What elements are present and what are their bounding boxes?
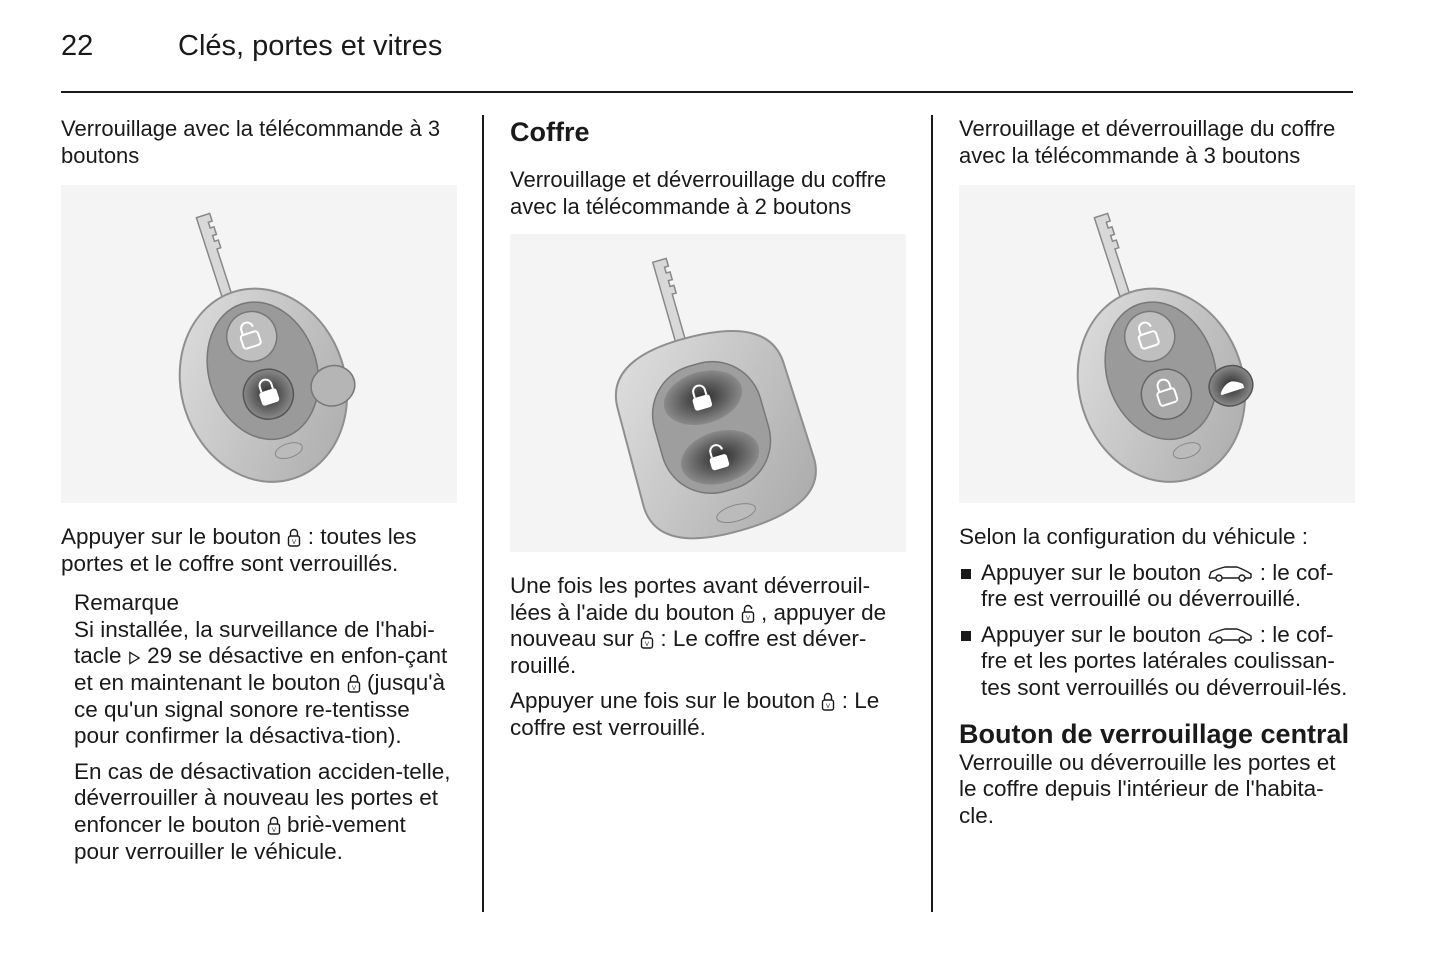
section-subheading: Verrouillage avec la télécommande à 3 boutons <box>61 116 441 168</box>
list-item <box>959 622 1355 702</box>
paragraph-text: Une fois les portes avant déverrouil-lées à l'aide du bouton <box>510 573 871 625</box>
list-item <box>959 560 1355 613</box>
paragraph-text: : Le coffre est verrouillé. <box>510 688 880 740</box>
list-item-text: : le cof-fre et les portes latérales coulissan-tes sont verrouillés ou déverrouil-lés. <box>981 621 1348 700</box>
column-left <box>61 116 457 865</box>
list-item-text: Appuyer sur le bouton <box>981 559 1202 585</box>
car-trunk-icon <box>1207 563 1253 583</box>
page-number: 22 <box>61 30 94 62</box>
column-divider <box>482 115 484 912</box>
column-right <box>959 116 1355 829</box>
bullet-square-icon <box>961 569 971 579</box>
bullet-list <box>959 560 1355 702</box>
note-text: (jusqu'à ce qu'un signal sonore re-tentisse pour confirmer la désactiva-tion). <box>74 669 446 749</box>
section-subheading: Verrouillage et déverrouillage du coffre avec la télécommande à 3 boutons <box>959 116 1336 168</box>
column-middle <box>510 116 906 742</box>
paragraph-text: Appuyer une fois sur le bouton <box>510 688 816 714</box>
paragraph <box>510 573 906 679</box>
car-trunk-icon <box>1207 625 1253 645</box>
key-fob-3-buttons-figure <box>61 185 457 503</box>
note-text: briè-vement pour verrouiller le véhicule. <box>74 811 406 864</box>
reference-arrow-icon <box>128 650 141 666</box>
key-fob-3-buttons-figure <box>959 185 1355 503</box>
note-box <box>61 590 457 865</box>
lock-icon <box>821 691 835 711</box>
key-fob-3-buttons-icon <box>959 185 1355 503</box>
note-text: Si installée, la surveillance de l'habi-tacle <box>74 616 435 669</box>
section-heading: Bouton de verrouillage central <box>959 718 1350 749</box>
paragraph <box>510 688 906 741</box>
unlock-icon <box>640 629 654 649</box>
bullet-square-icon <box>961 631 971 641</box>
paragraph: Selon la configuration du véhicule : <box>959 524 1308 549</box>
note-paragraph <box>74 617 457 750</box>
lock-icon <box>287 527 301 547</box>
page-reference[interactable]: 29 <box>147 643 173 669</box>
key-fob-2-buttons-icon <box>510 234 906 552</box>
paragraph-text: Appuyer sur le bouton <box>61 524 282 549</box>
paragraph: Verrouille ou déverrouille les portes et le coffre depuis l'intérieur de l'habita-cle. <box>959 749 1336 828</box>
paragraph <box>61 524 457 577</box>
section-subheading: Verrouillage et déverrouillage du coffre avec la télécommande à 2 boutons <box>510 167 887 219</box>
note-text: En cas de désactivation acciden-telle, déverrouiller à nouveau les portes et enfoncer le bouton <box>74 758 451 837</box>
list-item-text: Appuyer sur le bouton <box>981 621 1202 647</box>
paragraph-text: : toutes les portes et le coffre sont verrouillés. <box>61 524 417 576</box>
header-divider <box>61 91 1353 93</box>
key-fob-2-buttons-figure <box>510 234 906 552</box>
section-heading: Coffre <box>510 117 590 147</box>
paragraph-text: , appuyer de nouveau sur <box>510 599 887 652</box>
lock-icon <box>267 815 281 835</box>
paragraph-text: : Le coffre est déver-rouillé. <box>510 626 867 678</box>
lock-icon <box>347 673 361 693</box>
note-title: Remarque <box>74 590 180 616</box>
note-paragraph <box>74 759 457 865</box>
list-item-text: : le cof-fre est verrouillé ou déverrouillé. <box>981 559 1334 612</box>
unlock-icon <box>741 603 755 623</box>
column-divider <box>931 115 933 912</box>
key-fob-3-buttons-icon <box>61 185 457 503</box>
page-title: Clés, portes et vitres <box>178 30 443 62</box>
note-text: se désactive en enfon-çant et en maintenant le bouton <box>74 643 448 695</box>
